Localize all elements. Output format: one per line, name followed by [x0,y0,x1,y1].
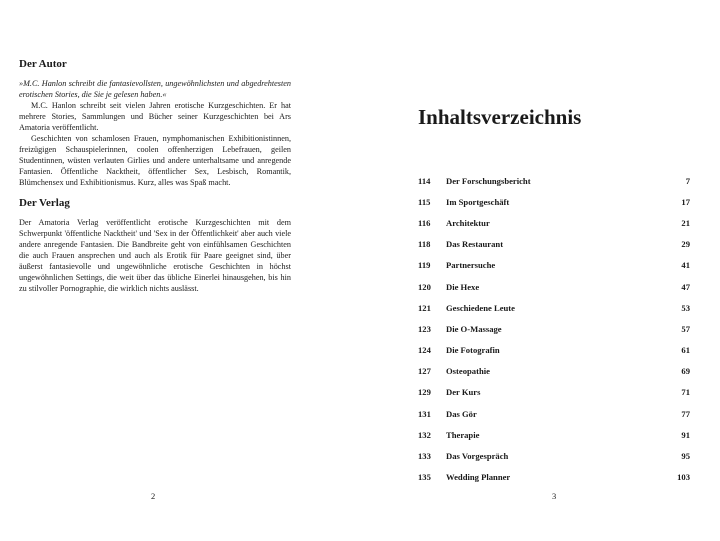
toc-entry-page: 77 [681,408,690,419]
toc-entry-page: 57 [681,323,690,334]
toc-entry-page: 7 [685,175,690,186]
page-number-left: 2 [151,491,156,501]
toc-entry-number: 123 [418,323,431,334]
toc-entry-title: Die Fotografin [446,345,500,356]
toc-entry-number: 116 [418,217,431,228]
toc-entry-page: 91 [681,429,690,440]
toc-entry-page: 103 [677,472,690,483]
toc-entry-title: Die O-Massage [446,323,502,334]
toc-entry-title: Die Hexe [446,281,480,292]
toc-entry[interactable] [418,467,690,488]
toc-entry-title: Im Sportgeschäft [446,196,510,207]
toc-entry-title: Das Restaurant [446,239,504,250]
toc-entry[interactable] [418,340,690,361]
toc-title: Inhaltsverzeichnis [418,105,582,129]
toc-entry[interactable] [418,170,690,191]
toc-entry-page: 61 [681,345,690,356]
toc-entry[interactable] [418,212,690,233]
toc-entry-page: 95 [681,451,690,462]
toc-entry-page: 71 [681,387,690,398]
toc-entry-title: Der Kurs [446,387,481,398]
toc-entry-page: 29 [681,239,690,250]
toc-entry-page: 47 [681,281,690,292]
toc-entry-number: 119 [418,260,431,271]
toc-entry-title: Wedding Planner [446,472,511,483]
toc-entry-number: 115 [418,196,431,207]
author-paragraph-1: M.C. Hanlon schreibt seit vielen Jahren erotische Kurzgeschichten. Er hat mehrere Stories, Sammlungen und Bücher seiner Kurzgeschichten bei Ars Amatoria veröffentlicht. [19,101,291,132]
toc-entry[interactable] [418,255,690,276]
toc-entry-title: Der Forschungsbericht [446,175,531,186]
toc-entry-number: 127 [418,366,431,377]
toc-entry-number: 118 [418,239,431,250]
author-paragraph-2: Geschichten von schamlosen Frauen, nymphomanischen Exhibitionistinnen, freizügigen Schauspielerinnen, coolen offenherzigen Lebefrauen, geilen Studentinnen, wüsten verlauten Girlies und andere unterhaltsame und anregende Fantasien. Öffentliche Nacktheit, öffentlicher Sex, Lesbisch, Romantik, Blümchensex und Exhibitionismus. Kurz, alles was Spaß macht. [19,134,291,187]
toc-entry-number: 114 [418,175,431,186]
toc-entry-title: Osteopathie [446,366,490,377]
toc-entry[interactable] [418,403,690,424]
toc-entry-number: 131 [418,408,431,419]
publisher-paragraph: Der Amatoria Verlag veröffentlicht erotische Kurzgeschichten mit dem Schwerpunkt 'öffentliche Nacktheit' und 'Sex in der Öffentlichkeit' aber auch viele andere anregende Fantasien. Die Bandbreite geht von einfühlsamen Geschichten die auch Frauen ansprechen und auch als Erotik für Paare geeignet sind, über äußerst fantasievolle und ungewöhnliche erotische Geschichten in höchst ungewöhnlichen Settings, die weit über das übliche Einerlei hinausgehen, bis hin zu stilvoller Pornographie, die wirklich nichts auslässt. [19,218,291,293]
author-quote: »M.C. Hanlon schreibt die fantasievollsten, ungewöhnlichsten und abgedrehtesten erotischen Stories, die Sie je gelesen haben.« [19,79,291,99]
toc-entry-page: 17 [681,196,690,207]
toc-entry[interactable] [418,382,690,403]
toc-entry-number: 132 [418,429,431,440]
toc-entry[interactable] [418,234,690,255]
toc-entry-number: 129 [418,387,431,398]
toc-entry[interactable] [418,191,690,212]
author-heading: Der Autor [19,58,67,70]
toc-entry-title: Das Vorgespräch [446,451,509,462]
toc-entry-page: 53 [681,302,690,313]
page-number-right: 3 [552,491,557,501]
publisher-heading: Der Verlag [19,197,70,209]
toc-entry-title: Partnersuche [446,260,496,271]
left-text-column [19,58,291,294]
toc-entry[interactable] [418,361,690,382]
toc-entry-page: 21 [681,217,690,228]
toc-entry[interactable] [418,318,690,339]
toc-entry-number: 124 [418,345,431,356]
toc-entry-title: Das Gör [446,408,477,419]
toc-entry-title: Geschiedene Leute [446,302,515,313]
toc-table [418,170,690,488]
toc-entry[interactable] [418,297,690,318]
toc-entry-page: 41 [681,260,690,271]
toc-entry[interactable] [418,445,690,466]
right-page [360,0,720,541]
toc-entry[interactable] [418,424,690,445]
toc-entry[interactable] [418,276,690,297]
toc-entry-title: Therapie [446,429,480,440]
toc-entry-number: 121 [418,302,431,313]
toc-entry-number: 120 [418,281,431,292]
toc-entry-title: Architektur [446,217,490,228]
toc-entry-number: 135 [418,472,431,483]
toc-entry-page: 69 [681,366,690,377]
toc-entry-number: 133 [418,451,431,462]
